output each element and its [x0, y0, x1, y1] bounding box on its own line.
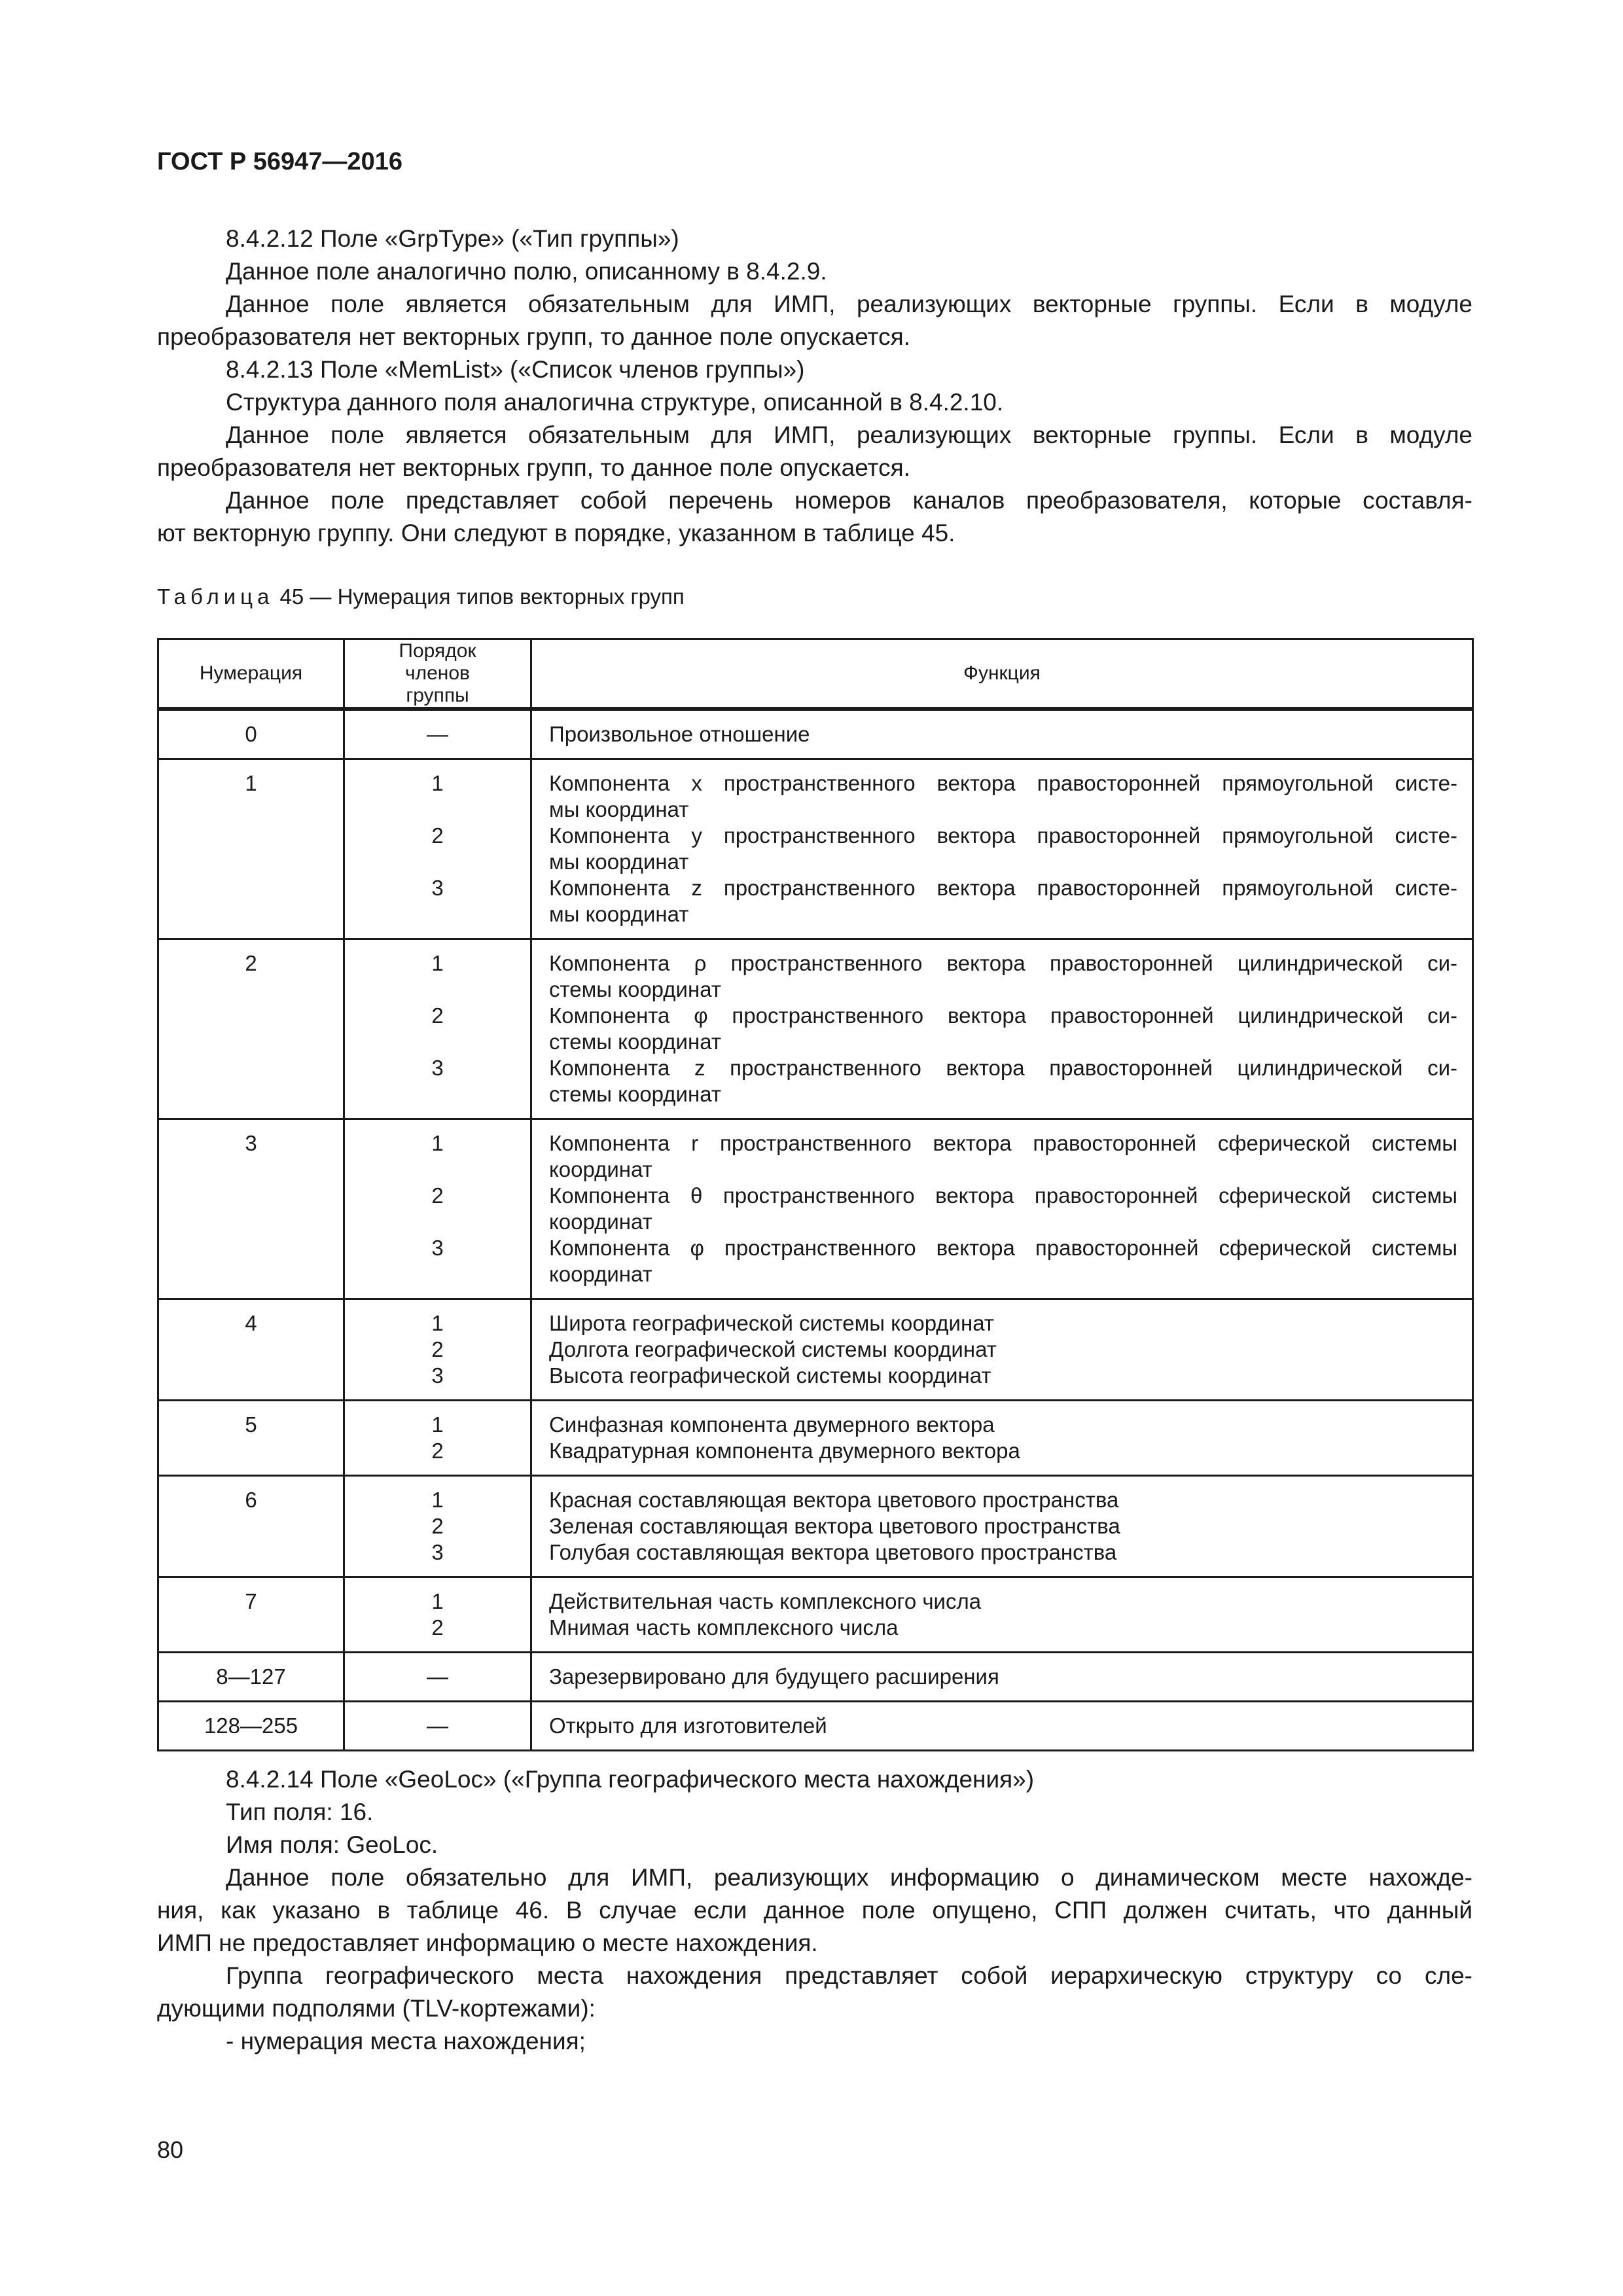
paragraph-line: Данное поле обязательно для ИМП, реализующих информацию о динамическом месте нахожде-: [226, 1864, 1472, 1891]
table-caption: [157, 584, 685, 609]
member-number: —: [427, 722, 448, 746]
paragraph-line: преобразователя нет векторных групп, то данное поле опускается.: [157, 454, 910, 481]
member-number: 1: [431, 1311, 444, 1335]
member-number: 1: [431, 1412, 444, 1437]
member-spacer: [345, 1081, 530, 1107]
table-caption-label: Таблица: [157, 584, 274, 609]
paragraph-line: Тип поля: 16.: [226, 1799, 374, 1825]
function-entry: [549, 1183, 1457, 1235]
document-code-header: ГОСТ Р 56947—2016: [157, 148, 402, 175]
function-line: стемы координат: [549, 1082, 721, 1106]
cell-member-order: [344, 1299, 531, 1401]
function-line: Действительная часть комплексного числа: [549, 1589, 982, 1613]
cell-numbering: 8—127: [158, 1653, 344, 1702]
member-number: 1: [431, 771, 444, 795]
paragraph-line: Группа географического места нахождения представляет собой иерархическую структуру со сле-: [226, 1962, 1472, 1989]
function-line: Высота географической системы координат: [549, 1363, 991, 1388]
function-entry: [549, 1003, 1457, 1055]
cell-function: [531, 1476, 1473, 1577]
member-number: —: [427, 1713, 448, 1738]
function-line: Синфазная компонента двумерного вектора: [549, 1412, 995, 1437]
cell-numbering: 2: [158, 939, 344, 1119]
cell-numbering: 4: [158, 1299, 344, 1401]
header-member-order: [344, 639, 531, 709]
cell-numbering: 5: [158, 1401, 344, 1476]
function-line: Компонента r пространственного вектора правосторонней сферической системы: [549, 1131, 1457, 1155]
function-entry: [549, 770, 1457, 823]
cell-member-order: [344, 1702, 531, 1751]
function-line: Красная составляющая вектора цветового пространства: [549, 1488, 1119, 1512]
function-line: стемы координат: [549, 1030, 721, 1054]
function-line: координат: [549, 1210, 652, 1234]
function-line: Квадратурная компонента двумерного вектора: [549, 1439, 1020, 1463]
function-line: Компонента x пространственного вектора правосторонней прямоугольной систе-: [549, 771, 1457, 795]
function-line: стемы координат: [549, 977, 721, 1001]
function-line: Мнимая часть комплексного числа: [549, 1615, 899, 1640]
member-number: —: [427, 1664, 448, 1689]
function-line: Зеленая составляющая вектора цветового пространства: [549, 1514, 1120, 1538]
table-caption-text: 45 — Нумерация типов векторных групп: [274, 584, 685, 609]
paragraph-line: Структура данного поля аналогична структуре, описанной в 8.4.2.10.: [226, 389, 1004, 416]
table-row: [158, 1299, 1473, 1401]
member-number: 2: [431, 1337, 444, 1361]
function-line: Открыто для изготовителей: [549, 1713, 827, 1738]
member-spacer: [345, 797, 530, 823]
function-line: Зарезервировано для будущего расширения: [549, 1664, 999, 1689]
function-entry: [549, 823, 1457, 875]
cell-member-order: [344, 1401, 531, 1476]
cell-function: [531, 1299, 1473, 1401]
member-spacer: [345, 1209, 530, 1235]
cell-function: [531, 1119, 1473, 1299]
list-item: - нумерация места нахождения;: [226, 2028, 586, 2054]
table-row: [158, 1577, 1473, 1653]
cell-function: [531, 1577, 1473, 1653]
function-entry: [549, 875, 1457, 927]
cell-member-order: [344, 759, 531, 939]
member-number: 3: [431, 876, 444, 900]
function-line: Голубая составляющая вектора цветового пространства: [549, 1540, 1117, 1564]
member-spacer: [345, 1261, 530, 1287]
paragraph-line: ния, как указано в таблице 46. В случае если данное поле опущено, СПП должен считать, что данный: [157, 1897, 1472, 1924]
cell-numbering: 3: [158, 1119, 344, 1299]
cell-member-order: [344, 1577, 531, 1653]
function-line: мы координат: [549, 850, 689, 874]
function-line: Широта географической системы координат: [549, 1311, 994, 1335]
cell-function: [531, 709, 1473, 759]
function-entry: [549, 1130, 1457, 1183]
cell-function: [531, 1653, 1473, 1702]
function-line: Компонента φ пространственного вектора правосторонней цилиндрической си-: [549, 1003, 1457, 1028]
cell-function: [531, 939, 1473, 1119]
member-number: 3: [431, 1540, 444, 1564]
cell-numbering: 0: [158, 709, 344, 759]
table-row: [158, 709, 1473, 759]
member-number: 2: [431, 1615, 444, 1640]
function-line: Компонента z пространственного вектора правосторонней цилиндрической си-: [549, 1056, 1457, 1080]
member-number: 3: [431, 1056, 444, 1080]
function-line: Долгота географической системы координат: [549, 1337, 997, 1361]
paragraph-line: Данное поле является обязательным для ИМП, реализующих векторные группы. Если в модуле: [226, 422, 1472, 448]
cell-numbering: 1: [158, 759, 344, 939]
cell-member-order: [344, 939, 531, 1119]
table-row: [158, 1702, 1473, 1751]
function-entry: [549, 1055, 1457, 1107]
member-number: 3: [431, 1236, 444, 1260]
function-line: Компонента ρ пространственного вектора правосторонней цилиндрической си-: [549, 951, 1457, 975]
function-line: Произвольное отношение: [549, 722, 810, 746]
member-number: 3: [431, 1363, 444, 1388]
vector-group-table: [157, 638, 1474, 1751]
cell-member-order: [344, 709, 531, 759]
cell-member-order: [344, 1653, 531, 1702]
table-row: [158, 1653, 1473, 1702]
cell-function: [531, 759, 1473, 939]
paragraph-line: Данное поле представляет собой перечень номеров каналов преобразователя, которые составля-: [226, 487, 1472, 514]
member-number: 2: [431, 1514, 444, 1538]
cell-member-order: [344, 1119, 531, 1299]
member-spacer: [345, 1029, 530, 1055]
header-numbering: Нумерация: [158, 639, 344, 709]
table-row: [158, 1476, 1473, 1577]
paragraph-line: Имя поля: GeoLoc.: [226, 1831, 438, 1858]
cell-numbering: 7: [158, 1577, 344, 1653]
function-line: Компонента z пространственного вектора правосторонней прямоугольной систе-: [549, 876, 1457, 900]
member-spacer: [345, 1157, 530, 1183]
bottom-text-block: [157, 1763, 1472, 2058]
cell-numbering: 128—255: [158, 1702, 344, 1751]
member-number: 2: [431, 1003, 444, 1028]
function-line: Компонента θ пространственного вектора правосторонней сферической системы: [549, 1183, 1457, 1208]
header-member-order-text: Порядок членов группы: [399, 640, 476, 706]
member-number: 1: [431, 951, 444, 975]
page-number: 80: [157, 2136, 184, 2163]
member-number: 2: [431, 1183, 444, 1208]
function-line: Компонента φ пространственного вектора правосторонней сферической системы: [549, 1236, 1457, 1260]
function-line: Компонента y пространственного вектора правосторонней прямоугольной систе-: [549, 823, 1457, 848]
member-number: 1: [431, 1131, 444, 1155]
table-row: [158, 1401, 1473, 1476]
function-line: координат: [549, 1262, 652, 1286]
top-text-block: [157, 223, 1472, 550]
section-heading-8-4-2-13: 8.4.2.13 Поле «MemList» («Список членов группы»): [226, 356, 805, 383]
function-line: координат: [549, 1157, 652, 1181]
header-function: Функция: [531, 639, 1473, 709]
member-number: 2: [431, 823, 444, 848]
member-number: 2: [431, 1439, 444, 1463]
section-heading-8-4-2-12: 8.4.2.12 Поле «GrpType» («Тип группы»): [226, 225, 679, 252]
member-number: 1: [431, 1488, 444, 1512]
member-spacer: [345, 901, 530, 927]
cell-member-order: [344, 1476, 531, 1577]
paragraph-line: Данное поле является обязательным для ИМП, реализующих векторные группы. Если в модуле: [226, 291, 1472, 317]
function-entry: [549, 950, 1457, 1003]
member-spacer: [345, 977, 530, 1003]
table-header-row: [158, 639, 1473, 709]
function-line: мы координат: [549, 902, 689, 926]
table-body: [158, 709, 1473, 1751]
member-spacer: [345, 849, 530, 875]
paragraph-line: преобразователя нет векторных групп, то данное поле опускается.: [157, 323, 910, 350]
paragraph-line: Данное поле аналогично полю, описанному в 8.4.2.9.: [226, 258, 827, 285]
table-row: [158, 939, 1473, 1119]
table-row: [158, 759, 1473, 939]
cell-numbering: 6: [158, 1476, 344, 1577]
member-number: 1: [431, 1589, 444, 1613]
cell-function: [531, 1702, 1473, 1751]
cell-function: [531, 1401, 1473, 1476]
paragraph-line: ют векторную группу. Они следуют в порядке, указанном в таблице 45.: [157, 520, 955, 547]
table-row: [158, 1119, 1473, 1299]
function-line: мы координат: [549, 797, 689, 821]
section-heading-8-4-2-14: 8.4.2.14 Поле «GeoLoc» («Группа географического места нахождения»): [226, 1766, 1035, 1793]
paragraph-line: ИМП не предоставляет информацию о месте нахождения.: [157, 1929, 818, 1956]
function-entry: [549, 1235, 1457, 1287]
paragraph-line: дующими подполями (TLV-кортежами):: [157, 1995, 596, 2022]
